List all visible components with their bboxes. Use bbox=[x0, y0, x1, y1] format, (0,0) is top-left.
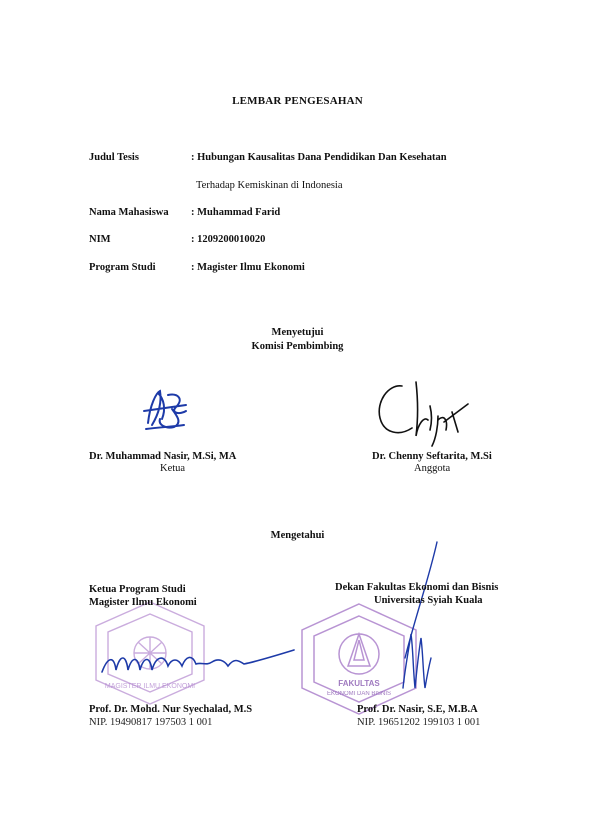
dean-title: Dekan Fakultas Ekonomi dan Bisnis bbox=[335, 582, 499, 593]
program-head-title: Ketua Program Studi bbox=[89, 584, 186, 595]
advisor1-signature bbox=[138, 385, 198, 437]
program-stamp-text: MAGISTER ILMU EKONOMI bbox=[104, 683, 196, 690]
program-head-subtitle: Magister Ilmu Ekonomi bbox=[89, 597, 197, 608]
approval-subheading: Komisi Pembimbing bbox=[251, 341, 344, 352]
advisor2-role: Anggota bbox=[414, 463, 451, 474]
field-value-judul-tesis-line2: Terhadap Kemiskinan di Indonesia bbox=[196, 180, 343, 191]
faculty-stamp-inner2: EKONOMI DAN BISNIS bbox=[326, 691, 392, 697]
advisor2-name: Dr. Chenny Seftarita, M.Si bbox=[372, 451, 492, 462]
dean-subtitle: Universitas Syiah Kuala bbox=[374, 595, 483, 606]
field-label-nim: NIM bbox=[89, 234, 111, 245]
field-label-program-studi: Program Studi bbox=[89, 262, 156, 273]
field-value-judul-tesis: : Hubungan Kausalitas Dana Pendidikan Dan Kesehatan bbox=[191, 152, 447, 163]
advisor1-role: Ketua bbox=[160, 463, 186, 474]
approval-heading: Menyetujui bbox=[271, 327, 324, 338]
dean-name: Prof. Dr. Nasir, S.E, M.B.A bbox=[357, 704, 478, 715]
field-value-program-studi: : Magister Ilmu Ekonomi bbox=[191, 262, 305, 273]
field-label-judul-tesis: Judul Tesis bbox=[89, 152, 139, 163]
program-head-signature bbox=[98, 636, 298, 680]
field-value-nama-mahasiswa: : Muhammad Farid bbox=[191, 207, 281, 218]
faculty-stamp-inner1: FAKULTAS bbox=[338, 679, 380, 688]
program-head-name: Prof. Dr. Mohd. Nur Syechalad, M.S bbox=[89, 704, 253, 715]
advisor2-signature bbox=[372, 376, 482, 448]
acknowledge-heading: Mengetahui bbox=[270, 530, 325, 541]
dean-nip: NIP. 19651202 199103 1 001 bbox=[357, 717, 481, 728]
page-title: LEMBAR PENGESAHAN bbox=[232, 95, 363, 107]
field-value-nim: : 1209200010020 bbox=[191, 234, 266, 245]
dean-signature bbox=[385, 538, 445, 708]
field-label-nama-mahasiswa: Nama Mahasiswa bbox=[89, 207, 169, 218]
program-head-nip: NIP. 19490817 197503 1 001 bbox=[89, 717, 213, 728]
advisor1-name: Dr. Muhammad Nasir, M.Si, MA bbox=[89, 451, 237, 462]
